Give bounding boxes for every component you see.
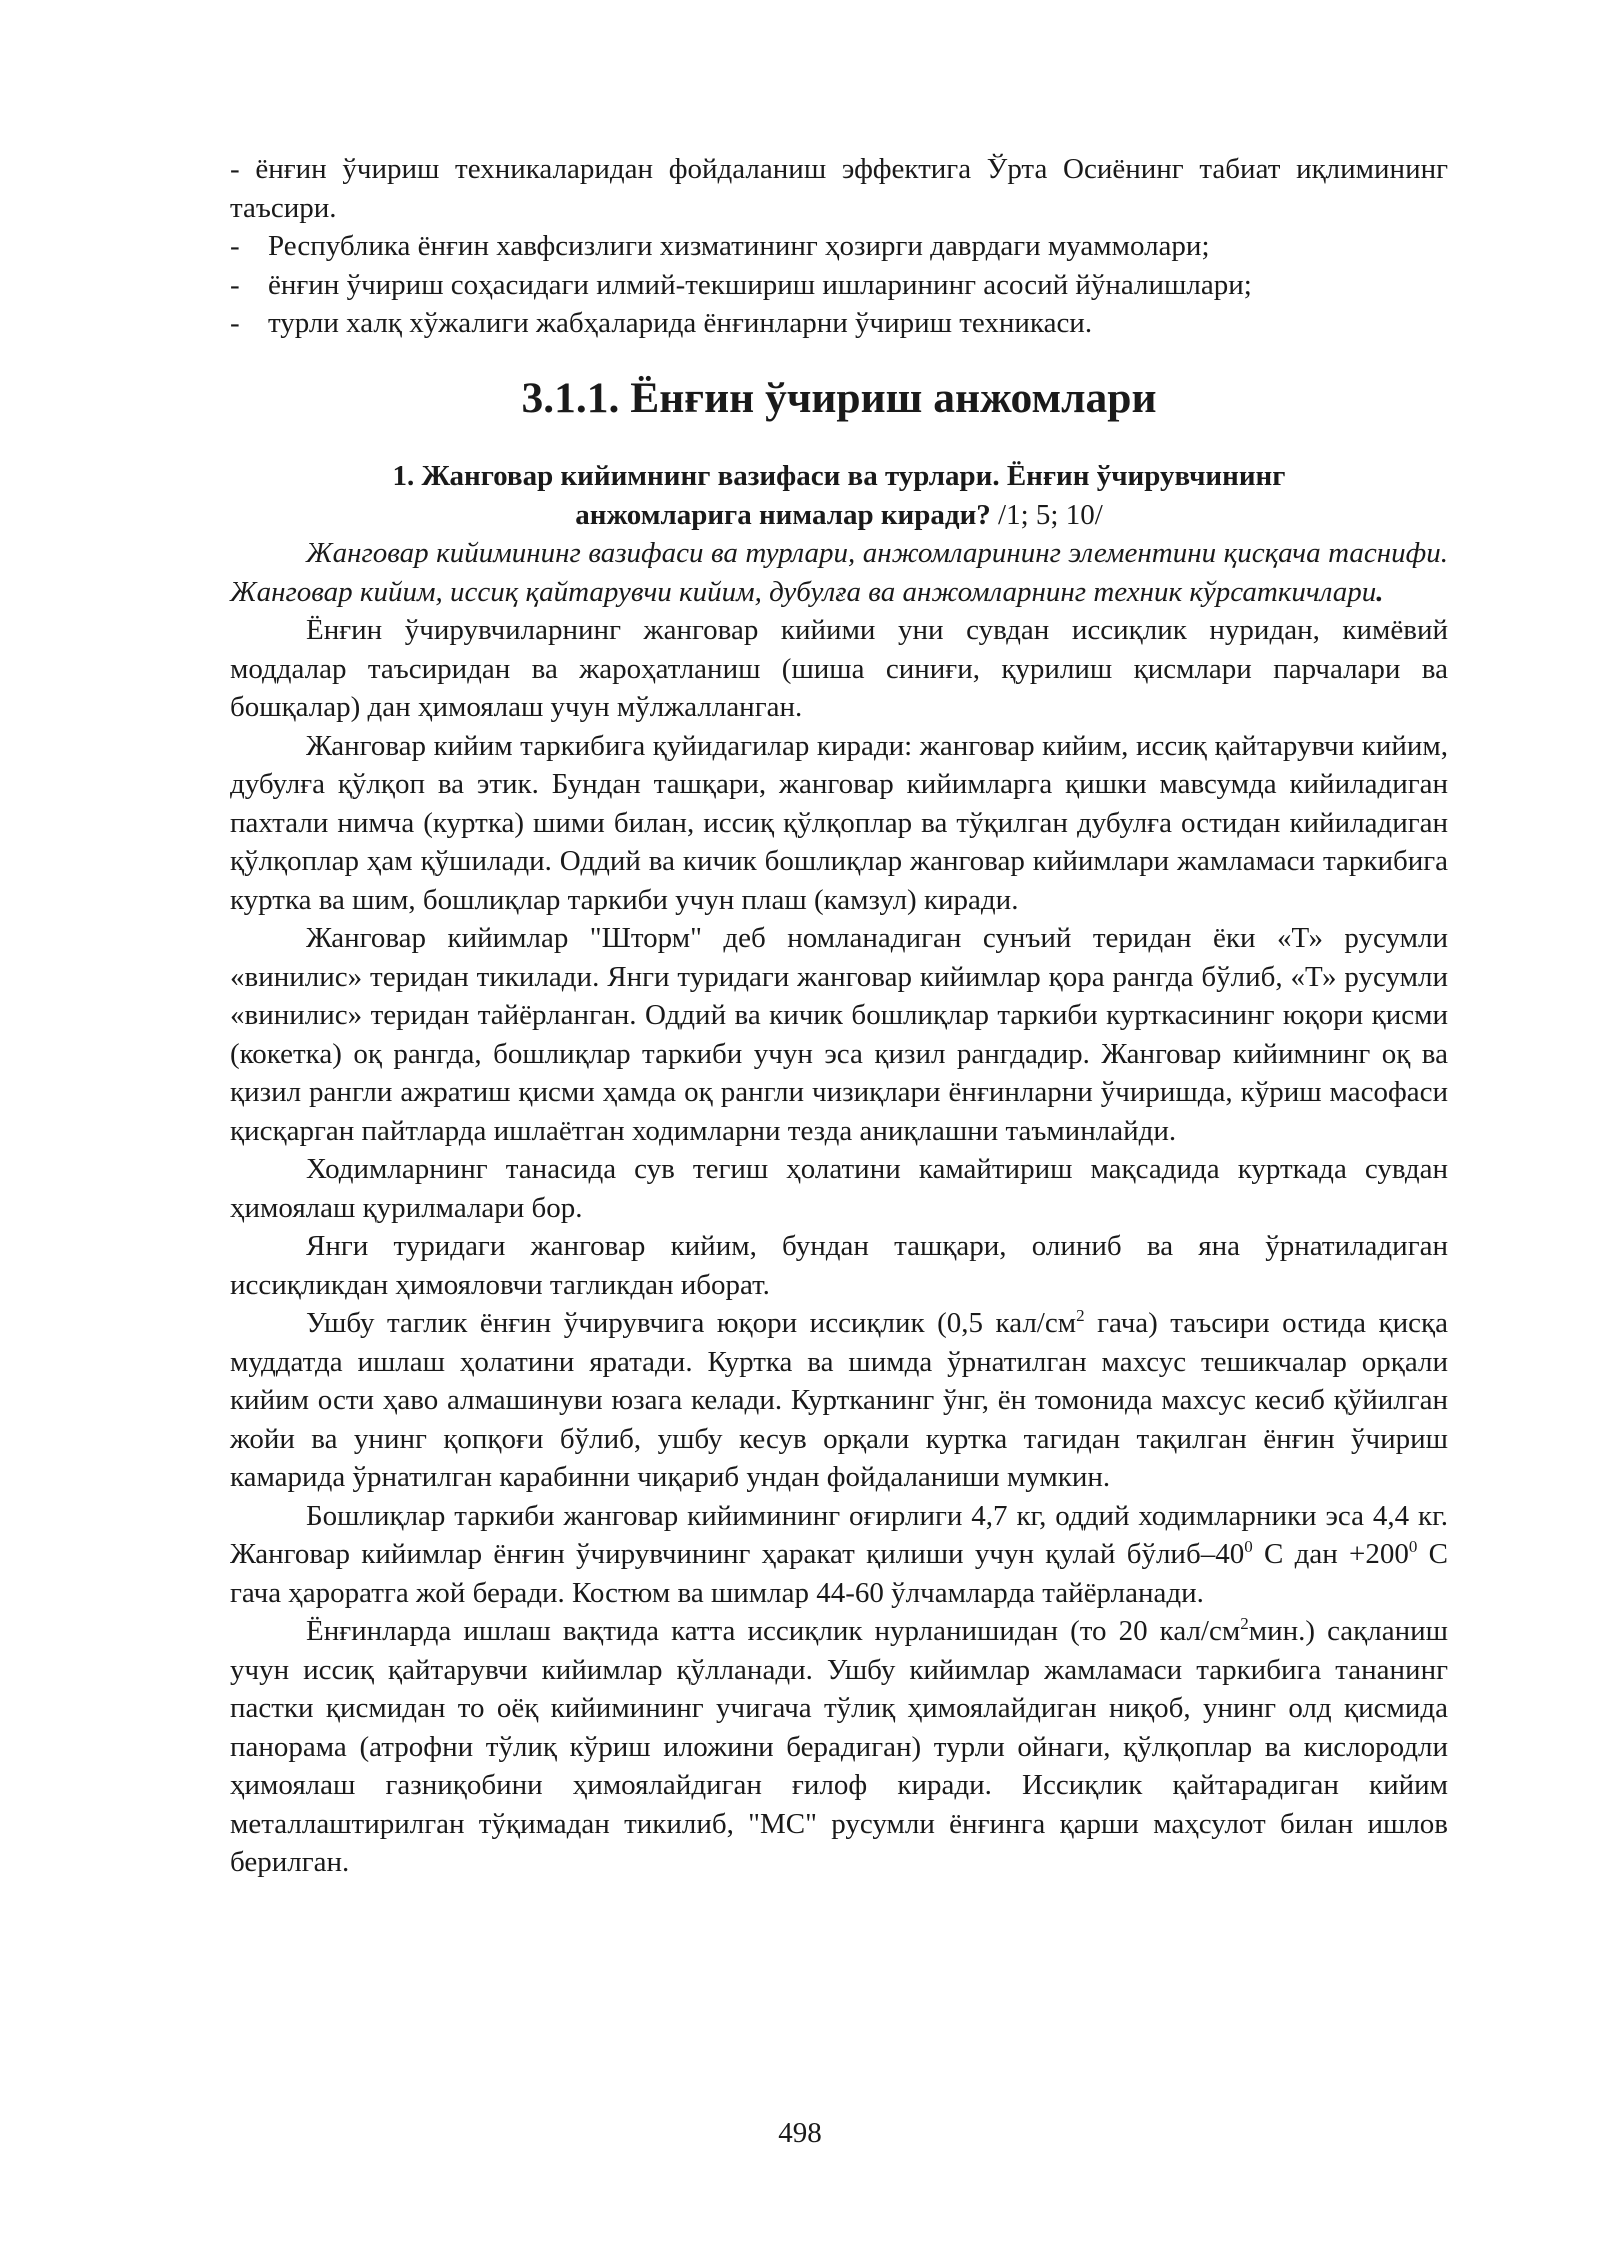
bullet-text: Республика ёнғин хавфсизлиги хизматининг ҳозирги даврдаги муаммолари; xyxy=(268,230,1210,262)
intro-continuation: - ёнғин ўчириш техникаларидан фойдаланиш эффектига Ўрта Осиёнинг табиат иқлимининг таъсири. xyxy=(230,153,1448,224)
abstract-text: Жанговар кийимининг вазифаси ва турлари, анжомларининг элементини қисқача таснифи. Жанговар кийим, иссиқ қайтарувчи кийим, дубулға ва анжомларнинг техник кўрсаткичлари xyxy=(230,537,1448,608)
paragraph-8-part-b: мин.) сақланиш учун иссиқ қайтарувчи кийимлар қўлланади. Ушбу кийимлар жамламаси таркибига тананинг пастки қисмидан то оёқ кийимининг учигача тўлиқ ҳимоялайдиган ниқоб, унинг олд қисмида панорама (атрофни тўлиқ кўриш иложини берадиган) турли ойнаги, қўлқоплар ва кислородли ҳимоялаш газниқобини ҳимоялайдиган ғилоф киради. Иссиқлик қайтарадиган кийим металлаштирилган тўқимадан тикилиб, "МС" русумли ёнғинга қарши маҳсулот билан ишлов берилган. xyxy=(230,1615,1448,1878)
intro-bullet-list xyxy=(230,227,1448,343)
bullet-dash: - xyxy=(230,307,240,339)
question-title-line2: анжомларига нималар киради? xyxy=(575,498,991,531)
paragraph-4: Ходимларнинг танасида сув тегиш ҳолатини камайтириш мақсадида курткада сувдан ҳимоялаш қурилмалари бор. xyxy=(230,1153,1448,1224)
superscript: 2 xyxy=(1240,1614,1249,1633)
question-title xyxy=(230,457,1448,534)
superscript: 2 xyxy=(1076,1306,1085,1325)
question-title-line1: 1. Жанговар кийимнинг вазифаси ва турлари. Ёнғин ўчирувчининг xyxy=(392,460,1286,492)
paragraph-6-part-a: Ушбу таглик ёнғин ўчирувчига юқори иссиқлик (0,5 кал/см xyxy=(306,1307,1077,1339)
page-number: 498 xyxy=(778,2117,822,2149)
paragraph-7-part-b: С дан +200 xyxy=(1252,1538,1409,1570)
paragraph-7 xyxy=(230,1497,1448,1613)
abstract-paragraph xyxy=(230,534,1448,611)
paragraph-7-part-a: Бошлиқлар таркиби жанговар кийимининг оғирлиги 4,7 кг, оддий ходимларники эса 4,4 кг. Жанговар кийимлар ёнғин ўчирувчининг ҳаракат қилиши учун қулай бўлиб–40 xyxy=(230,1499,1448,1570)
section-title: 3.1.1. Ёнғин ўчириш анжомлари xyxy=(521,373,1157,422)
paragraph-3: Жанговар кийимлар "Шторм" деб номланадиган сунъий теридан ёки «Т» русумли «винилис» теридан тикилади. Янги туридаги жанговар кийимлар қора рангда бўлиб, «Т» русумли «винилис» теридан тайёрланган. Оддий ва кичик бошлиқлар таркиби курткасининг юқори қисми (кокетка) оқ рангда, бошлиқлар таркиби учун эса қизил рангдадир. Жанговар кийимнинг оқ ва қизил рангли ажратиш қисми ҳамда оқ рангли чизиқлари ёнғинларни ўчиришда, кўриш масофаси қисқарган пайтларда ишлаётган ходимларни тезда аниқлашни таъминлайди. xyxy=(230,922,1448,1147)
paragraph-5: Янги туридаги жанговар кийим, бундан ташқари, олиниб ва яна ўрнатиладиган иссиқликдан ҳимояловчи тагликдан иборат. xyxy=(230,1230,1448,1301)
superscript: 0 xyxy=(1244,1537,1253,1556)
paragraph-8 xyxy=(230,1612,1448,1882)
bullet-item xyxy=(230,266,1448,305)
document-page xyxy=(230,150,1448,1882)
paragraph-6 xyxy=(230,1304,1448,1497)
bullet-text: турли халқ хўжалиги жабҳаларида ёнғинларни ўчириш техникаси. xyxy=(268,307,1093,339)
bullet-text: ёнғин ўчириш соҳасидаги илмий-текшириш ишларининг асосий йўналишлари; xyxy=(268,268,1252,301)
bullet-item xyxy=(230,227,1448,266)
question-references: /1; 5; 10/ xyxy=(990,498,1103,531)
paragraph-6-part-b: гача) таъсири остида қисқа муддатда ишлаш ҳолатини яратади. Куртка ва шимда ўрнатилган махсус тешикчалар орқали кийим ости ҳаво алмашинуви юзага келади. Куртканинг ўнг, ён томонида махсус кесиб қўйилган жойи ва унинг қопқоғи бўлиб, ушбу кесув орқали куртка тагидан тақилган ёнғин ўчириш камарида ўрнатилган карабинни чиқариб ундан фойдаланиши мумкин. xyxy=(230,1307,1448,1493)
abstract-end: . xyxy=(1376,575,1384,608)
paragraph-2: Жанговар кийим таркибига қуйидагилар киради: жанговар кийим, иссиқ қайтарувчи кийим, дубулға қўлқоп ва этик. Бундан ташқари, жанговар кийимларга қишки мавсумда кийиладиган пахтали нимча (куртка) шими билан, иссиқ қўлқоплар ва тўқилган дубулға остидан кийиладиган қўлқоплар ҳам қўшилади. Оддий ва кичик бошлиқлар жанговар кийимлари жамламаси таркибига куртка ва шим, бошлиқлар таркиби учун плаш (камзул) киради. xyxy=(230,729,1448,916)
paragraph-1: Ёнғин ўчирувчиларнинг жанговар кийими уни сувдан иссиқлик нуридан, кимёвий моддалар таъсиридан ва жароҳатланиш (шиша синиғи, қурилиш қисмлари парчалари ва бошқалар) дан ҳимоялаш учун мўлжалланган. xyxy=(230,614,1448,723)
paragraph-8-part-a: Ёнғинларда ишлаш вақтида катта иссиқлик нурланишидан (то 20 кал/см xyxy=(306,1615,1241,1647)
bullet-item xyxy=(230,304,1448,343)
bullet-dash: - xyxy=(230,230,240,262)
paragraph-7-part-c: С гача ҳароратга жой беради. Костюм ва шимлар 44-60 ўлчамларда тайёрланади. xyxy=(230,1538,1449,1609)
superscript: 0 xyxy=(1408,1537,1418,1556)
bullet-dash: - xyxy=(230,268,240,301)
